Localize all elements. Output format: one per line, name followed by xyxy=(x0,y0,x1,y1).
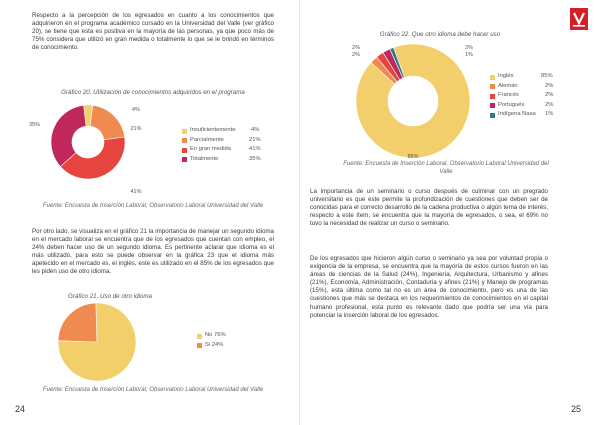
legend-value: 41% xyxy=(249,146,261,152)
legend-value: 1% xyxy=(545,111,554,117)
legend-label: Inglés xyxy=(498,73,514,79)
legend-item xyxy=(182,127,262,137)
paragraph-course-areas: De los egresados que hicieron algún curso o seminario ya sea por voluntad propia o exigencia de la empresa, se encuentra que la mayoría de estos cursos fueron en las áreas de ciencias de la Salud (24%), Ingeniería, Arquitectura, Urbanismo y afines (21%), Economía, Administración, Contaduría y afines (21%) y Manejo de programas (15%), esta última como tal no es un área de conocimiento, pero es una de las cuestiones que más se destaca en los requerimientos de conocimientos en el capital humano profesional, esta punto es relevante dado que podría ser una vía para potenciar la inserción laboral de los egresados. xyxy=(310,255,548,319)
legend-label: No 76% xyxy=(205,332,226,338)
legend-swatch xyxy=(197,343,202,348)
slice-value-label: 21% xyxy=(130,126,142,132)
page-number-left: 24 xyxy=(15,404,26,414)
legend-label: Totalmente xyxy=(190,155,219,162)
chart21-pie xyxy=(0,299,300,384)
right-page xyxy=(300,0,600,425)
legend-item xyxy=(490,83,560,93)
chart21-legend xyxy=(197,332,247,351)
paragraph-knowledge-use: Respecto a la percepción de los egresados en cuanto a los conocimientos que adquirieron en el programa académico cursado en la Universidad del Valle (ver gráfico 20), se tiene que esta es positiva en la mayoría de las personas, ya que poco más de 75% considera que utilizó en gran medida o totalmente lo que se le brindó en términos de conocimiento. xyxy=(32,12,274,52)
slice-value-label: 2% xyxy=(352,52,360,58)
legend-item xyxy=(197,342,247,352)
legend-label: Portugués xyxy=(498,101,525,108)
legend-item xyxy=(490,92,560,102)
legend-label: Parcialmente xyxy=(190,136,224,143)
slice-value-label: 35% xyxy=(28,122,40,128)
legend-value: 2% xyxy=(545,92,554,98)
legend-item xyxy=(182,156,262,166)
chart21-source: Fuente: Encuesta de Inserción Laboral, Observatorio Laboral Universidad del Valle xyxy=(42,387,264,393)
slice-value-label: 2% xyxy=(352,45,360,51)
chart20-title: Gráfico 20. Utilización de conocimientos adquiridos en el programa xyxy=(61,89,245,96)
slice-value-label: 41% xyxy=(130,189,142,195)
chart22-legend xyxy=(490,73,560,121)
legend-label: Alemán xyxy=(498,82,518,89)
legend-swatch xyxy=(182,129,187,134)
page-number-right: 25 xyxy=(571,404,582,414)
legend-swatch xyxy=(490,75,495,80)
legend-item xyxy=(490,111,560,121)
legend-label: Francés xyxy=(498,92,519,98)
legend-label: Si 24% xyxy=(205,341,224,348)
legend-swatch xyxy=(490,84,495,89)
legend-value: 35% xyxy=(249,155,261,162)
slice-value-label: 4% xyxy=(132,107,140,113)
legend-value: 21% xyxy=(249,136,261,143)
paragraph-second-language: Por otro lado, se visualiza en el gráfico 21 la importancia de manejar un segundo idioma en el mercado laboral se encuentra que de los egresados que cuentan con empleo, el 24% deben hacer uso de un segundo idioma. Es pertinente aclarar que idioma es el más utilizado, para esto se puede observar en la gráfica 23 que el idioma más apetecido en el mercado es, el inglés, este es utilizado en el 85% de los egresados que les piden uso de otro idioma. xyxy=(32,228,274,276)
legend-swatch xyxy=(490,113,495,118)
slice-value-label: 1% xyxy=(465,52,473,58)
chart22-title: Gráfico 22. Que otro idioma debe hacer uso xyxy=(379,31,501,38)
paragraph-seminar-importance: La importancia de un seminario o curso después de culminar con un pregrado universitario es que este permite la profundización de cuestiones que deben ser de conocidas para el correcto desarrollo de la cadena productiva o algún tema de interés, respecto a este ítem, se encuentra que la mayoría de egresados, o sea, el 69% no tuvo la necesidad de realizar un curso o seminario. xyxy=(310,188,548,228)
legend-swatch xyxy=(182,138,187,143)
legend-value: 4% xyxy=(251,127,260,133)
legend-swatch xyxy=(490,94,495,99)
chart20-legend xyxy=(182,127,262,165)
slice-value-label: 85% xyxy=(407,154,419,160)
legend-item xyxy=(182,146,262,156)
legend-swatch xyxy=(197,334,202,339)
chart21-title: Gráfico 21. Uso de otro idioma xyxy=(68,293,152,300)
legend-swatch xyxy=(490,103,495,108)
legend-item xyxy=(490,102,560,112)
chart22-source: Fuente: Encuesta de Inserción Laboral, Observatorio Laboral Universidad del Valle xyxy=(343,161,549,175)
pie-slice-si xyxy=(58,303,97,342)
legend-item xyxy=(490,73,560,83)
legend-label: Insuficientemente xyxy=(190,127,236,133)
legend-value: 2% xyxy=(545,101,554,108)
legend-swatch xyxy=(182,157,187,162)
legend-item xyxy=(182,137,262,147)
legend-label: Indígena Nasa xyxy=(498,111,536,117)
legend-value: 2% xyxy=(545,82,554,89)
legend-swatch xyxy=(182,148,187,153)
university-logo xyxy=(570,8,588,30)
chart20-source: Fuente: Encuesta de Inserción Laboral, Observatorio Laboral Universidad del Valle xyxy=(42,203,264,209)
legend-label: En gran medida xyxy=(190,146,231,152)
legend-value: 85% xyxy=(541,73,553,79)
legend-item xyxy=(197,332,247,342)
pie-slice-parcialmente xyxy=(90,105,125,140)
slice-value-label: 2% xyxy=(465,45,473,51)
